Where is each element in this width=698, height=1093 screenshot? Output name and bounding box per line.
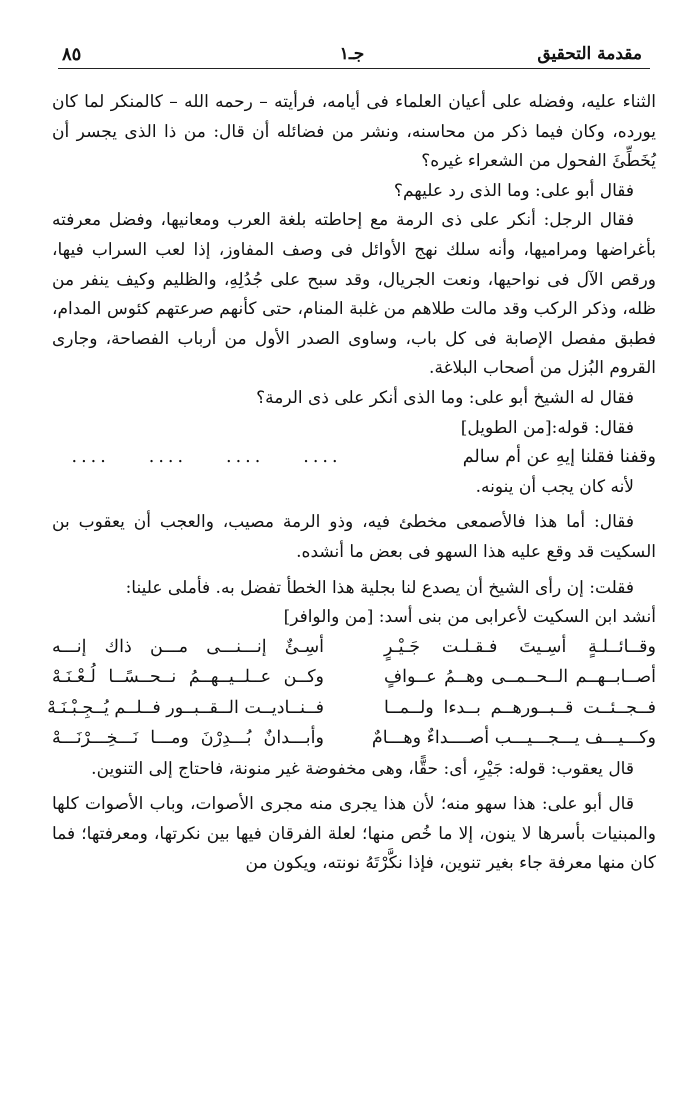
ellipsis: ....	[303, 447, 342, 468]
paragraph: قال أبو على: هذا سهو منه؛ لأن هذا يجرى منه مجرى الأصوات، وباب الأصوات كلها والمبنيات بأسرها لا ينون، إلا ما خُص منها؛ لعلة الفرقان فيها بين نكرتها، ومعرفتها؛ فما كان منها معرفة جاء بغير تنوين، فإذا نكَّرْتَهُ نونته، ويكون من	[52, 794, 656, 874]
hemistich-first: أصــابــهــم الــحــمــى وهــمُ عــوافٍ	[384, 667, 656, 688]
ellipsis: ....	[148, 447, 188, 468]
paragraph: فقال أبو على: وما الذى رد عليهم؟	[393, 180, 634, 201]
paragraph: قال يعقوب: قوله: جَيْرِ، أى: حقًّا، وهى مخفوضة غير منونة، فاحتاج إلى التنوين.	[91, 758, 634, 779]
hemistich-second: وكــن عــلــيــهــمُ نــحــسًــا لُـعْـنَـهْ	[52, 667, 324, 688]
hemistich-first: فــجــئــت قــبــورهــم بــدءا ولــمــا	[384, 697, 656, 718]
ellipsis: ....	[71, 447, 110, 468]
page-body	[47, 88, 656, 879]
volume-label: جـ١	[339, 44, 365, 64]
paragraph: فقال له الشيخ أبو على: وما الذى أنكر على ذى الرمة؟	[256, 387, 634, 408]
paragraph: فقال الرجل: أنكر على ذى الرمة مع إحاطته بلغة العرب ومعانيها، وفضل معرفته بأغراضها ومراميها، وأنه سلك نهج الأوائل فى وصف المفاوز، إذا لعب السراب فيها، ورقص الآل فى نواحيها، ونعت الجريال، وقد سبح على جُدُلِهِ، والظليم وكيف ينفر من ظله، وذكر الركب وقد مالت طلاهم من غلبة المنام، حتى كأنهم صرعتهم كئوس المدام، فطبق مفصل الإصابة فى كل باب، وساوى الصدر الأول من أرباب الفصاحة، وجارى القروم البُزل من أصحاب البلاغة.	[52, 210, 656, 379]
page-number: ٨٥	[62, 44, 82, 65]
tawil-hemistich: وقفنا فقلنا إيهِ عن أم سالم	[462, 447, 656, 468]
paragraph: فقال: قوله:[من الطويل]	[460, 417, 634, 438]
hemistich-second: أسِـئٌ إنـــنـــى مـــن ذاك إنـــه	[52, 636, 324, 657]
poem-verse	[52, 724, 656, 755]
running-header	[62, 38, 642, 70]
poem-verse	[52, 633, 656, 664]
paragraph: فقلت: إن رأى الشيخ أن يصدع لنا بجلية هذا الخطأ تفضل به. فأملى علينا:	[125, 577, 634, 598]
header-rule	[58, 68, 650, 69]
poem-verse	[52, 663, 656, 694]
tawil-verse-line	[52, 443, 656, 473]
hemistich-first: وقــائــلـةٍ أسِـيتَ فـقـلـت جَـيْـرٍ	[384, 636, 656, 657]
paragraph: لأنه كان يجب أن ينونه.	[475, 476, 634, 497]
hemistich-first: وكـــيـــف يـــجـــيـــب أصــــداءٌ وهـــامٌ	[371, 728, 656, 749]
ellipsis: ....	[226, 447, 265, 468]
poem	[47, 633, 656, 755]
paragraph: الثناء عليه، وفضله على أعيان العلماء فى أيامه، فرأيته – رحمه الله – كالمنكر لما كان يورده، وكان فيما ذكر من محاسنه، ونشر من فضائله أن قال: من ذا الذى يجسر أن يُخَطِّئَ الفحول من الشعراء غيره؟	[52, 92, 656, 172]
header-title: مقدمة التحقيق	[537, 44, 642, 64]
hemistich-second: وأبـــدانٌ بُـــدِرْنَ ومـــا نَـــخِـــرْنَـــهْ	[52, 728, 324, 749]
paragraph: فقال: أما هذا فالأصمعى مخطئ فيه، وذو الرمة مصيب، والعجب أن يعقوب بن السكيت قد وقع عليه هذا السهو فى بعض ما أنشده.	[52, 512, 656, 562]
hemistich-second: فــنــاديــت الــقــبــور فــلــم يُــجِـبْـنَـهْ	[47, 697, 324, 718]
elided-verse	[52, 443, 361, 473]
poem-verse	[47, 694, 656, 725]
paragraph: أنشد ابن السكيت لأعرابى من بنى أسد: [من والوافر]	[283, 607, 656, 628]
